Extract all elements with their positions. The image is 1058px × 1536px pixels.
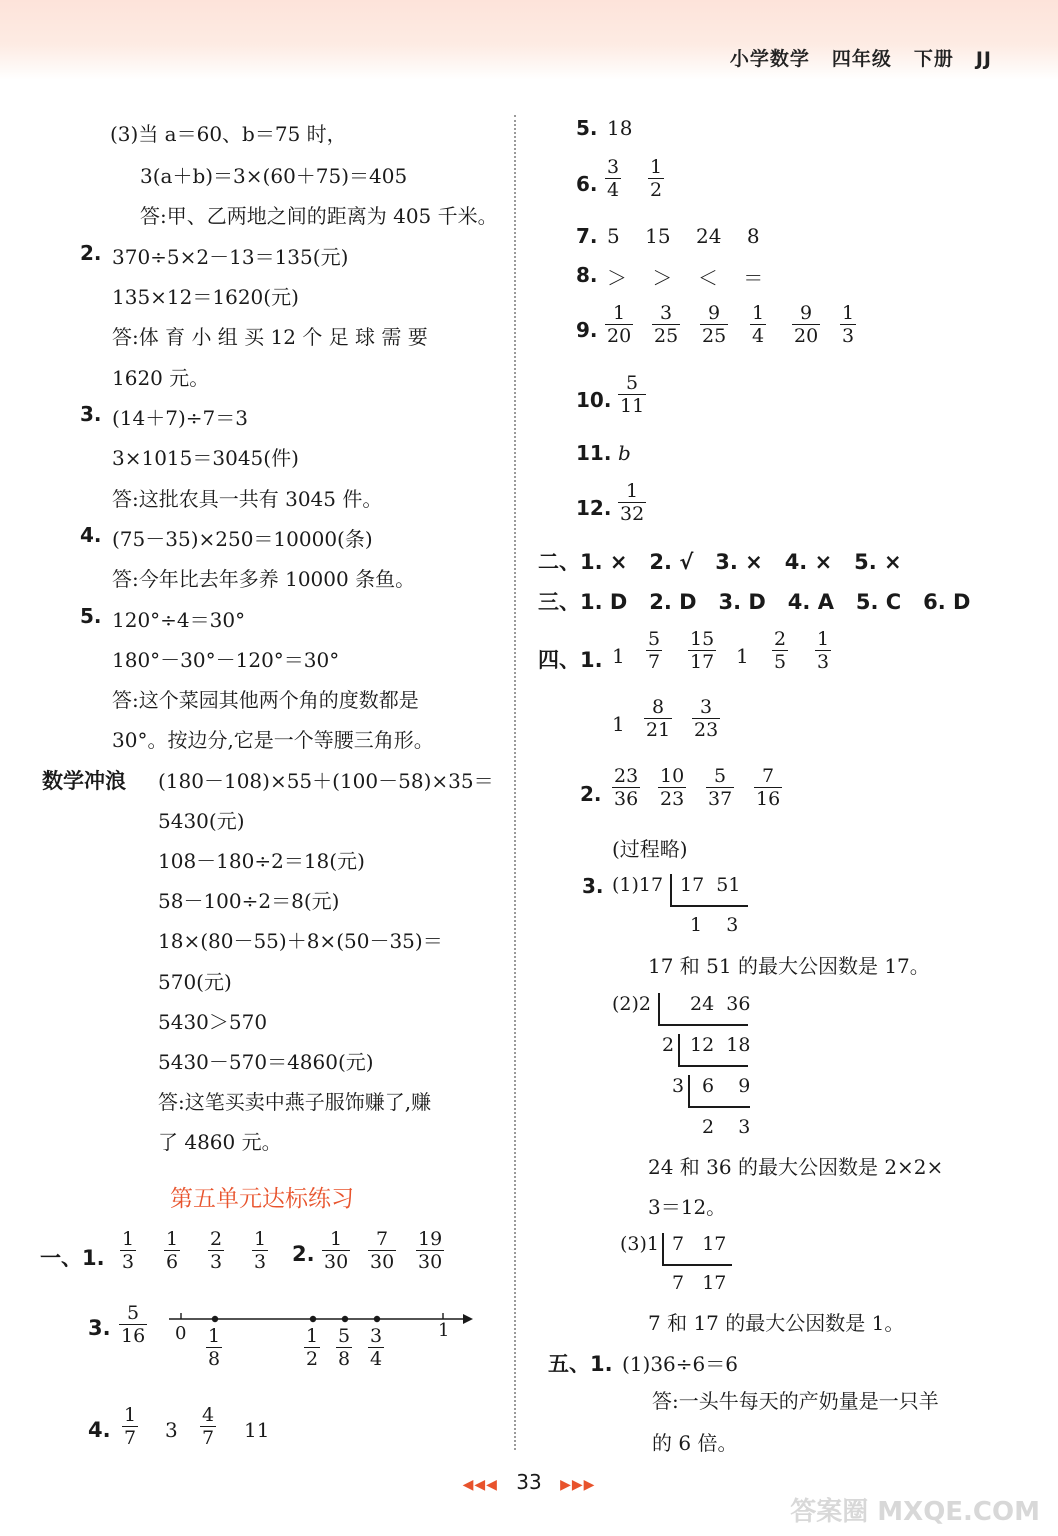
wave-line-6: 570(元) bbox=[158, 970, 232, 994]
left-line-8: (14＋7)÷7＝3 bbox=[112, 406, 248, 430]
section-5-line-3: 的 6 倍。 bbox=[652, 1431, 738, 1455]
left-line-12: 答:今年比去年多养 10000 条鱼。 bbox=[112, 567, 416, 591]
left-line-7: 1620 元。 bbox=[112, 366, 210, 390]
item-num-2: 2. bbox=[80, 241, 102, 265]
fraction: $\frac{1}{6}$ bbox=[166, 1228, 179, 1273]
item-num-4: 4. bbox=[80, 523, 102, 547]
number-line-mark: $\frac{1}{2}$ bbox=[306, 1325, 319, 1370]
number-line-zero: 0 bbox=[175, 1323, 187, 1344]
fraction: $\frac{7}{16}$ bbox=[756, 765, 781, 810]
value-one: 1 bbox=[612, 644, 625, 668]
answer-11: b bbox=[618, 441, 631, 465]
fraction: $\frac{3}{4}$ bbox=[607, 156, 620, 201]
wave-line-3: 108－180÷2＝18(元) bbox=[158, 849, 365, 873]
item-num: 10. bbox=[576, 388, 612, 412]
ladder-line bbox=[658, 1024, 748, 1026]
left-line-11: (75－35)×250＝10000(条) bbox=[112, 527, 373, 551]
item-num: 9. bbox=[576, 318, 598, 342]
fraction: $\frac{5}{7}$ bbox=[648, 628, 661, 673]
ladder-2-divisor: (2)2 bbox=[612, 993, 652, 1015]
gcd-answer-1: 17 和 51 的最大公因数是 17。 bbox=[648, 954, 930, 978]
left-line-4: 370÷5×2－13＝135(元) bbox=[112, 245, 349, 269]
ladder-line bbox=[662, 1233, 664, 1265]
left-line-16: 30°。按边分,它是一个等腰三角形。 bbox=[112, 728, 434, 752]
watermark: 答案圈 MXQE.COM bbox=[790, 1497, 1040, 1527]
section-1-label: 一、1. bbox=[40, 1246, 105, 1270]
ladder-2-row-3: 6 9 bbox=[702, 1075, 751, 1097]
q2-label: 2. bbox=[292, 1242, 315, 1266]
item-num-5: 5. bbox=[80, 604, 102, 628]
value-one: 1 bbox=[612, 712, 625, 736]
fraction: $\frac{1}{3}$ bbox=[254, 1228, 267, 1273]
left-line-1: (3)当 a＝60、b＝75 时， bbox=[110, 122, 347, 146]
ladder-3-divisor: (3)1 bbox=[620, 1233, 660, 1255]
left-line-14: 180°－30°－120°＝30° bbox=[112, 648, 340, 672]
gcd-answer-2b: 3＝12。 bbox=[648, 1195, 727, 1219]
fraction: $\frac{1}{3}$ bbox=[842, 302, 855, 347]
unit-title: 第五单元达标练习 bbox=[170, 1186, 354, 1212]
number-line-mark: $\frac{5}{8}$ bbox=[338, 1325, 351, 1370]
fraction: $\frac{1}{3}$ bbox=[122, 1228, 135, 1273]
ladder-1-divisor: (1)17 bbox=[612, 874, 664, 896]
page-header bbox=[0, 0, 1058, 80]
answer-8: ＞ ＞ ＜ ＝ bbox=[607, 266, 764, 290]
section-5-line-2: 答:一头牛每天的产奶量是一只羊 bbox=[652, 1389, 939, 1413]
fraction: $\frac{8}{21}$ bbox=[646, 696, 671, 741]
gcd-answer-3: 7 和 17 的最大公因数是 1。 bbox=[648, 1311, 905, 1335]
left-line-15: 答:这个菜园其他两个角的度数都是 bbox=[112, 688, 419, 712]
item-num-3: 3. bbox=[80, 402, 102, 426]
section-5-line-1: (1)36÷6＝6 bbox=[622, 1352, 738, 1376]
number-line-mark: $\frac{1}{8}$ bbox=[208, 1325, 221, 1370]
item-num: 8. bbox=[576, 263, 598, 287]
item-num: 11. bbox=[576, 441, 612, 465]
wave-line-5: 18×(80－55)＋8×(50－35)＝ bbox=[158, 929, 443, 953]
fraction: $\frac{23}{36}$ bbox=[614, 765, 639, 810]
ladder-line bbox=[688, 1106, 750, 1108]
page-number: 33 bbox=[516, 1470, 542, 1494]
header-edition: JJ bbox=[975, 48, 992, 70]
ladder-line bbox=[670, 905, 748, 907]
next-arrows-icon: ▶▶▶ bbox=[560, 1477, 596, 1493]
header-subject: 小学数学 bbox=[729, 48, 810, 70]
wave-line-4: 58－100÷2＝8(元) bbox=[158, 889, 340, 913]
wave-line-1: (180－108)×55＋(100－58)×35＝ bbox=[158, 769, 494, 793]
header-text bbox=[708, 44, 992, 71]
ladder-2-row-1: 24 36 bbox=[690, 993, 751, 1015]
ladder-line bbox=[688, 1075, 690, 1107]
prev-arrows-icon: ◀◀◀ bbox=[462, 1477, 498, 1493]
left-line-5: 135×12＝1620(元) bbox=[112, 285, 299, 309]
fraction: $\frac{1}{20}$ bbox=[607, 302, 632, 347]
fraction: $\frac{1}{3}$ bbox=[817, 628, 830, 673]
ladder-line bbox=[678, 1065, 748, 1067]
ladder-line bbox=[658, 993, 660, 1025]
math-wave-label: 数学冲浪 bbox=[42, 769, 126, 793]
item-num: 3. bbox=[582, 874, 604, 898]
wave-line-8: 5430－570＝4860(元) bbox=[158, 1050, 374, 1074]
fraction: $\frac{1}{32}$ bbox=[620, 480, 645, 525]
fraction: $\frac{5}{16}$ bbox=[121, 1302, 146, 1347]
gcd-answer-2a: 24 和 36 的最大公因数是 2×2× bbox=[648, 1155, 944, 1179]
item-num: 6. bbox=[576, 172, 598, 196]
fraction: $\frac{3}{25}$ bbox=[654, 302, 679, 347]
wave-line-2: 5430(元) bbox=[158, 809, 245, 833]
fraction: $\frac{2}{3}$ bbox=[210, 1228, 223, 1273]
fraction: $\frac{19}{30}$ bbox=[418, 1228, 443, 1273]
ladder-line bbox=[662, 1264, 732, 1266]
ladder-1-row-1: 17 51 bbox=[680, 874, 741, 896]
fraction: $\frac{9}{20}$ bbox=[794, 302, 819, 347]
ladder-3-row-2: 7 17 bbox=[672, 1272, 727, 1294]
fraction: $\frac{7}{30}$ bbox=[370, 1228, 395, 1273]
fraction: $\frac{5}{37}$ bbox=[708, 765, 733, 810]
fraction: $\frac{2}{5}$ bbox=[774, 628, 787, 673]
number-line-mark: $\frac{3}{4}$ bbox=[370, 1325, 383, 1370]
ladder-2-row-2: 12 18 bbox=[690, 1034, 751, 1056]
fraction: $\frac{5}{11}$ bbox=[620, 372, 645, 417]
left-line-3: 答:甲、乙两地之间的距离为 405 千米。 bbox=[140, 204, 498, 228]
left-line-6: 答:体 育 小 组 买 12 个 足 球 需 要 bbox=[112, 325, 428, 349]
left-line-2: 3(a＋b)＝3×(60＋75)＝405 bbox=[140, 164, 408, 188]
ladder-line bbox=[670, 874, 672, 906]
fraction: $\frac{1}{7}$ bbox=[124, 1404, 137, 1449]
item-num: 5. bbox=[576, 116, 598, 140]
ladder-2-divisor-2: 2 bbox=[662, 1034, 675, 1056]
section-4-label: 四、1. bbox=[538, 648, 603, 672]
value-one: 1 bbox=[736, 644, 749, 668]
answer-5: 18 bbox=[607, 116, 633, 140]
fraction: $\frac{15}{17}$ bbox=[690, 628, 715, 673]
section-2-answers: 二、1. × 2. √ 3. × 4. × 5. × bbox=[538, 550, 902, 574]
wave-line-10: 了 4860 元。 bbox=[158, 1130, 282, 1154]
item-num: 7. bbox=[576, 224, 598, 248]
wave-line-9: 答:这笔买卖中燕子服饰赚了,赚 bbox=[158, 1090, 432, 1114]
item-num: 2. bbox=[580, 782, 602, 806]
fraction: $\frac{1}{4}$ bbox=[752, 302, 765, 347]
header-volume: 下册 bbox=[913, 48, 954, 70]
q3-label: 3. bbox=[88, 1316, 111, 1340]
ladder-2-row-4: 2 3 bbox=[702, 1116, 751, 1138]
fraction: $\frac{10}{23}$ bbox=[660, 765, 685, 810]
q4-label: 4. bbox=[88, 1418, 111, 1442]
fraction: $\frac{3}{23}$ bbox=[694, 696, 719, 741]
ladder-1-row-2: 1 3 bbox=[690, 914, 739, 936]
ladder-2-divisor-3: 3 bbox=[672, 1075, 685, 1097]
fraction: $\frac{9}{25}$ bbox=[702, 302, 727, 347]
left-line-10: 答:这批农具一共有 3045 件。 bbox=[112, 487, 383, 511]
process-omitted: (过程略) bbox=[612, 837, 688, 861]
q4-value: 3 bbox=[165, 1418, 178, 1442]
fraction: $\frac{1}{30}$ bbox=[324, 1228, 349, 1273]
left-line-9: 3×1015＝3045(件) bbox=[112, 446, 299, 470]
fraction: $\frac{4}{7}$ bbox=[202, 1404, 215, 1449]
number-line-one: 1 bbox=[438, 1320, 450, 1341]
ladder-3-row-1: 7 17 bbox=[672, 1233, 727, 1255]
q4-value: 11 bbox=[244, 1418, 270, 1442]
wave-line-7: 5430＞570 bbox=[158, 1010, 268, 1034]
column-divider bbox=[514, 115, 516, 1450]
fraction: $\frac{1}{2}$ bbox=[650, 156, 663, 201]
answer-7: 5 15 24 8 bbox=[607, 224, 760, 248]
item-num: 12. bbox=[576, 496, 612, 520]
left-line-13: 120°÷4＝30° bbox=[112, 608, 246, 632]
section-3-answers: 三、1. D 2. D 3. D 4. A 5. C 6. D bbox=[538, 590, 971, 614]
header-grade: 四年级 bbox=[831, 48, 892, 70]
ladder-line bbox=[678, 1034, 680, 1066]
section-5-label: 五、1. bbox=[548, 1352, 613, 1376]
